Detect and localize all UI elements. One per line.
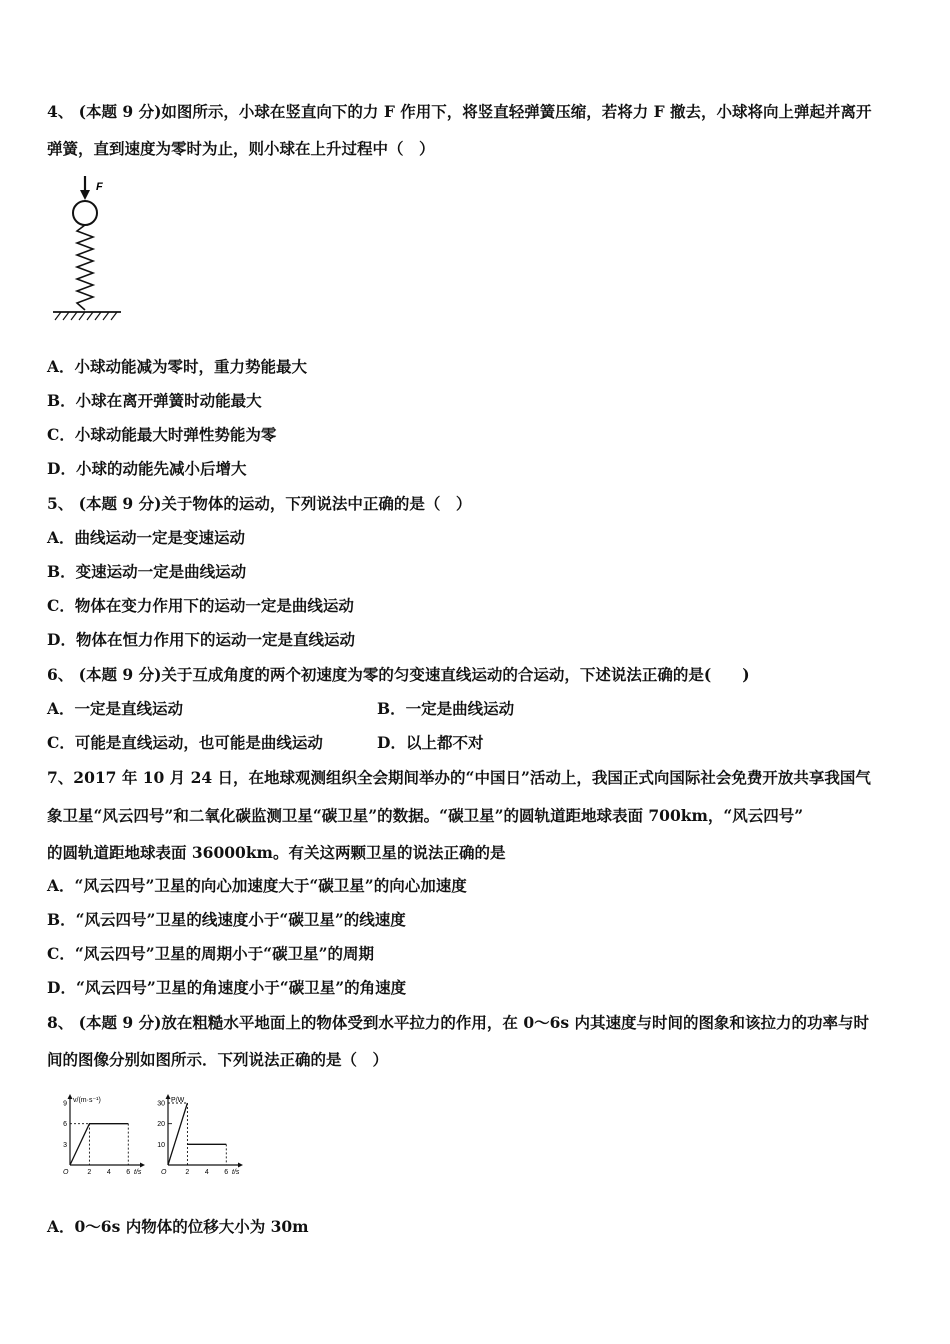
q6-option-a: A．一定是直线运动 xyxy=(47,699,184,718)
q7-option-b: B．“风云四号”卫星的线速度小于“碳卫星”的线速度 xyxy=(47,910,406,929)
y-axis-arrow xyxy=(166,1094,171,1099)
y-tick-label: 3 xyxy=(63,1141,67,1149)
q7-option-c: C．“风云四号”卫星的周期小于“碳卫星”的周期 xyxy=(47,944,374,963)
spring xyxy=(77,225,93,310)
y-tick-label: 30 xyxy=(157,1100,165,1108)
q7-option-d: D．“风云四号”卫星的角速度小于“碳卫星”的角速度 xyxy=(47,978,407,997)
q6-stem: 6、 (本题 9 分)关于互成角度的两个初速度为零的匀变速直线运动的合运动，下述说法正确的是( ) xyxy=(47,665,750,684)
x-tick-label: 2 xyxy=(185,1169,190,1176)
series-line xyxy=(168,1103,187,1165)
q4-option-a: A．小球动能减为零时，重力势能最大 xyxy=(47,357,308,376)
y-axis-label: v/(m·s⁻¹) xyxy=(73,1097,101,1104)
y-axis-arrow xyxy=(68,1094,73,1099)
q6-option-d: D．以上都不对 xyxy=(377,733,484,752)
q5-option-b: B．变速运动一定是曲线运动 xyxy=(47,562,247,581)
y-axis-label: P/W xyxy=(171,1097,185,1104)
q7-option-a: A．“风云四号”卫星的向心加速度大于“碳卫星”的向心加速度 xyxy=(47,876,467,895)
q8-stem-line1: 8、 (本题 9 分)放在粗糙水平地面上的物体受到水平拉力的作用，在 0～6s 内其速度与时间的图象和该拉力的功率与时 xyxy=(47,1013,870,1032)
x-tick-label: 4 xyxy=(106,1169,111,1176)
q5-option-d: D．物体在恒力作用下的运动一定是直线运动 xyxy=(47,630,355,649)
y-tick-label: 6 xyxy=(63,1121,67,1129)
series-line xyxy=(70,1124,128,1165)
x-tick-label: O xyxy=(63,1169,69,1176)
q8-option-a: A．0～6s 内物体的位移大小为 30m xyxy=(47,1217,309,1236)
q8-stem-line2: 间的图像分别如图所示．下列说法正确的是（ ） xyxy=(47,1050,389,1069)
force-label: F xyxy=(96,181,103,193)
x-tick-label: 2 xyxy=(87,1169,92,1176)
power-time-chart xyxy=(150,1093,250,1179)
q7-stem-line1: 7、2017 年 10 月 24 日，在地球观测组织全会期间举办的“中国日”活动上，我国正式向国际社会免费开放共享我国气 xyxy=(47,768,871,787)
x-axis-label: t/s xyxy=(134,1169,142,1176)
x-tick-label: 4 xyxy=(204,1169,209,1176)
ball xyxy=(73,201,97,225)
q6-option-c: C．可能是直线运动，也可能是曲线运动 xyxy=(47,733,323,752)
q4-option-b: B．小球在离开弹簧时动能最大 xyxy=(47,391,262,410)
q5-stem: 5、 (本题 9 分)关于物体的运动，下列说法中正确的是（ ） xyxy=(47,494,472,513)
x-tick-label: O xyxy=(161,1169,167,1176)
x-tick-label: 6 xyxy=(224,1169,229,1176)
velocity-time-chart xyxy=(52,1093,150,1179)
q5-option-c: C．物体在变力作用下的运动一定是曲线运动 xyxy=(47,596,354,615)
q4-stem-line1: 4、 (本题 9 分)如图所示，小球在竖直向下的力 F 作用下，将竖直轻弹簧压缩，若将力 F 撤去，小球将向上弹起并离开 xyxy=(47,102,872,121)
q4-option-c: C．小球动能最大时弹性势能为零 xyxy=(47,425,277,444)
x-axis-arrow xyxy=(140,1163,145,1168)
spring-ball-figure xyxy=(45,172,127,324)
q7-stem-line3: 的圆轨道距地球表面 36000km。有关这两颗卫星的说法正确的是 xyxy=(47,843,506,862)
q4-option-d: D．小球的动能先减小后增大 xyxy=(47,459,247,478)
q5-option-a: A．曲线运动一定是变速运动 xyxy=(47,528,246,547)
q6-option-b: B．一定是曲线运动 xyxy=(377,699,515,718)
x-tick-label: 6 xyxy=(126,1169,131,1176)
ground-hatch xyxy=(55,312,117,320)
q4-stem-line2: 弹簧，直到速度为零时为止，则小球在上升过程中（ ） xyxy=(47,139,435,158)
y-tick-label: 20 xyxy=(157,1121,165,1129)
y-tick-label: 10 xyxy=(157,1141,165,1149)
force-arrow-head xyxy=(80,190,90,200)
y-tick-label: 9 xyxy=(63,1100,67,1108)
q7-stem-line2: 象卫星“风云四号”和二氧化碳监测卫星“碳卫星”的数据。“碳卫星”的圆轨道距地球表面 700km，“风云四号” xyxy=(47,806,804,825)
x-axis-label: t/s xyxy=(232,1169,240,1176)
x-axis-arrow xyxy=(238,1163,243,1168)
